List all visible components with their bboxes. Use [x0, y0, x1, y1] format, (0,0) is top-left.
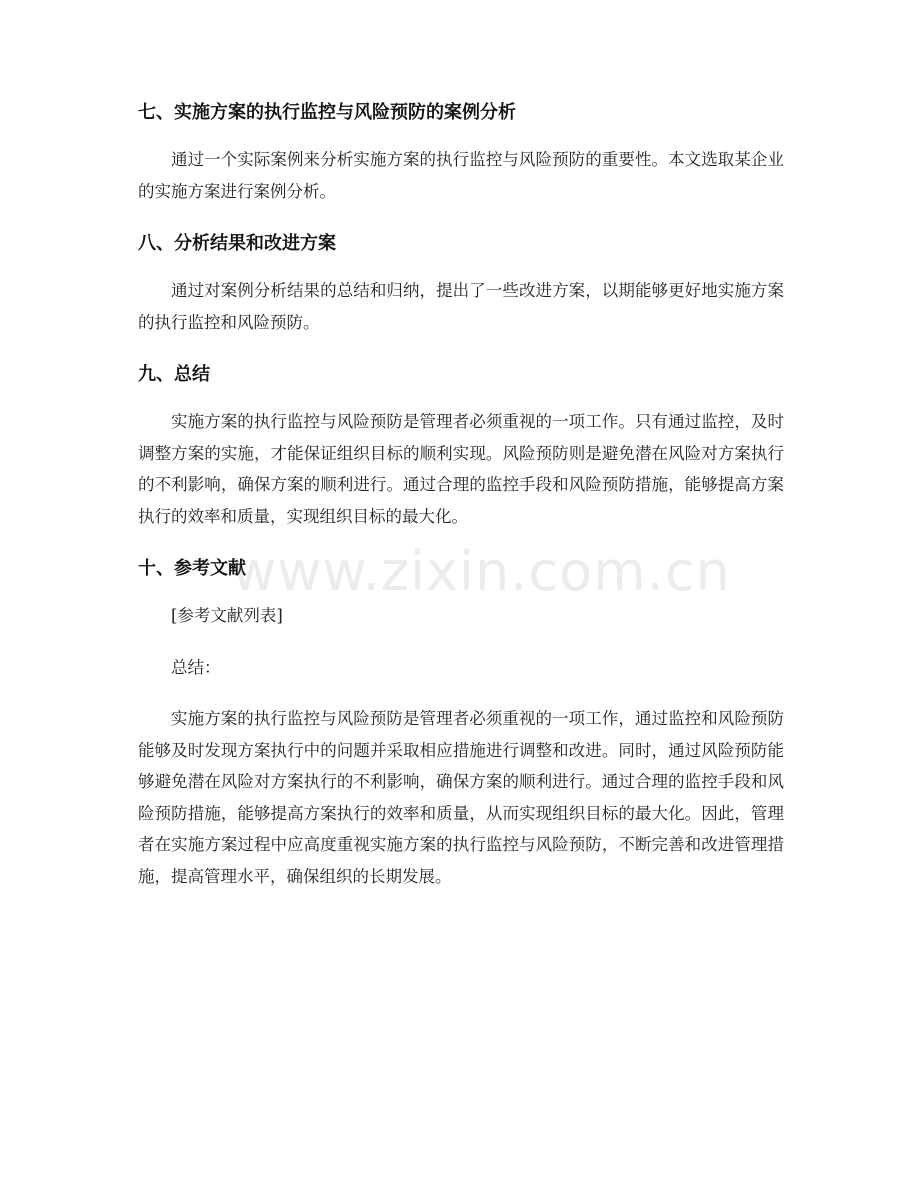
section-heading-7: 七、实施方案的执行监控与风险预防的案例分析 — [138, 102, 516, 123]
watermark-text: www.zixin.com.cn — [232, 540, 731, 603]
section-8-paragraph: 通过对案例分析结果的总结和归纳，提出了一些改进方案，以期能够更好地实施方案的执行监控和风险预防。 — [138, 281, 784, 332]
document-content — [138, 100, 784, 892]
section-7-paragraph: 通过一个实际案例来分析实施方案的执行监控与风险预防的重要性。本文选取某企业的实施方案进行案例分析。 — [138, 150, 784, 201]
section-heading-8: 八、分析结果和改进方案 — [138, 233, 336, 254]
section-9-paragraph: 实施方案的执行监控与风险预防是管理者必须重视的一项工作。只有通过监控，及时调整方案的实施，才能保证组织目标的顺利实现。风险预防则是避免潜在风险对方案执行的不利影响，确保方案的顺利进行。通过合理的监控手段和风险预防措施，能够提高方案执行的效率和质量，实现组织目标的最大化。 — [138, 412, 784, 526]
summary-paragraph: 实施方案的执行监控与风险预防是管理者必须重视的一项工作，通过监控和风险预防能够及时发现方案执行中的问题并采取相应措施进行调整和改进。同时，通过风险预防能够避免潜在风险对方案执行的不利影响，确保方案的顺利进行。通过合理的监控手段和风险预防措施，能够提高方案执行的效率和质量，从而实现组织目标的最大化。因此，管理者在实施方案过程中应高度重视实施方案的执行监控与风险预防，不断完善和改进管理措施，提高管理水平，确保组织的长期发展。 — [138, 709, 784, 886]
section-heading-10: 十、参考文献 — [138, 558, 246, 579]
section-heading-9: 九、总结 — [138, 364, 210, 385]
reference-list-placeholder: [参考文献列表] — [171, 606, 283, 625]
summary-label: 总结： — [171, 657, 221, 677]
